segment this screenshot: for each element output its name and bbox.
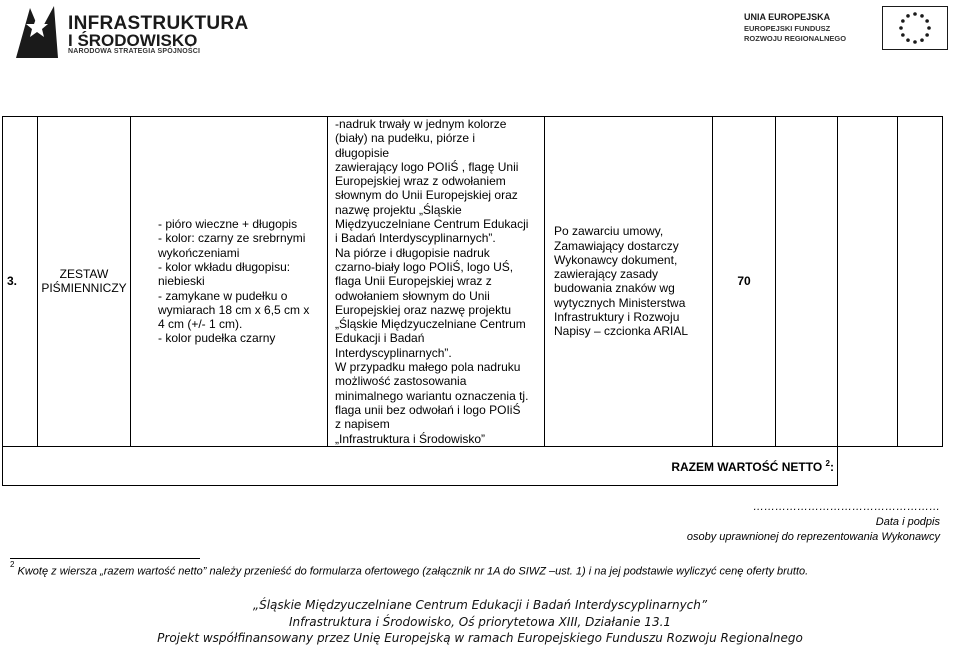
printing-line: Na piórze i długopisie nadruk <box>335 245 490 260</box>
printing-line: minimalnego wariantu oznaczenia tj. <box>335 388 529 403</box>
printing-line: -nadruk trwały w jednym kolorze <box>335 117 507 131</box>
printing-line: nazwę projektu „Śląskie <box>335 202 462 217</box>
footnote <box>10 560 809 578</box>
footer-line-1: „Śląskie Międzyuczelniane Centrum Edukacji i Badań Interdyscyplinarnych” <box>252 598 708 612</box>
items-table <box>2 116 943 486</box>
description-line: - kolor wkładu długopisu: <box>158 259 291 274</box>
printing-line: odwołaniem słownym do Unii <box>335 288 490 303</box>
printing-line: (biały) na pudełku, piórze i <box>335 131 476 146</box>
quantity: 70 <box>713 117 776 447</box>
footnote-separator <box>10 558 200 559</box>
eu-line-1: UNIA EUROPEJSKA <box>744 12 831 22</box>
signature-block <box>687 500 940 545</box>
description-line: - pióro wieczne + długopis <box>158 217 298 232</box>
flag-star <box>906 14 910 18</box>
infrastruktura-logo <box>6 2 249 62</box>
printing-description <box>328 117 545 447</box>
contract-line: wytycznych Ministerstwa <box>554 295 686 310</box>
footer-line-2: Infrastruktura i Środowisko, Oś priorytetowa XIII, Działanie 13.1 <box>288 615 672 629</box>
total-row <box>3 446 943 485</box>
description-line: - zamykane w pudełku o <box>158 288 288 303</box>
printing-line: flaga unii bez odwołań i logo POIiŚ <box>335 402 521 417</box>
signature-line-1: Data i podpis <box>875 516 940 528</box>
printing-line: Interdyscyplinarnych”. <box>335 345 452 360</box>
printing-line: czarno-biały logo POIiŚ, logo UŚ, <box>335 259 514 274</box>
footer-line-3: Projekt współfinansowany przez Unię Europejską w ramach Europejskiego Funduszu Rozwoju Regionalnego <box>157 631 803 645</box>
total-label <box>3 446 838 485</box>
total-label-sup: 2 <box>825 459 830 469</box>
total-label-text: RAZEM WARTOŚĆ NETTO <box>671 460 823 475</box>
flag-star <box>920 14 924 18</box>
flag-star <box>901 19 905 23</box>
printing-line: Europejskiej wraz z odwołaniem <box>335 174 506 189</box>
contract-line: Zamawiający dostarczy <box>554 238 679 253</box>
description-line: wykończeniami <box>158 245 240 260</box>
printing-line: Europejskiej oraz nazwę projektu <box>335 302 512 317</box>
item-name-line-1: ZESTAW <box>59 267 109 282</box>
item-name <box>38 117 131 447</box>
description-line: wymiarach 18 cm x 6,5 cm x <box>158 302 310 317</box>
printing-line: długopisie <box>335 145 390 160</box>
printing-line: możliwość zastosowania <box>335 374 467 389</box>
logo-line-3: NARODOWA STRATEGIA SPÓJNOŚCI <box>68 48 201 55</box>
description-line: - kolor pudełka czarny <box>158 331 276 346</box>
contract-line: Po zawarciu umowy, <box>554 224 664 239</box>
flag-star <box>920 38 924 42</box>
flag-star <box>913 12 917 16</box>
footnote-number: 2 <box>10 560 15 569</box>
eu-line-3: ROZWOJU REGIONALNEGO <box>744 34 847 43</box>
description-line: niebieski <box>158 274 205 289</box>
empty-cell <box>776 117 838 447</box>
printing-line: z napisem <box>335 417 390 432</box>
empty-cell <box>898 117 943 447</box>
printing-line: W przypadku małego pola nadruku <box>335 360 521 375</box>
poiis-logo-icon <box>10 2 62 60</box>
table-row <box>3 117 943 447</box>
printing-line: słownym do Unii Europejskiej oraz <box>335 188 518 203</box>
description-line: - kolor: czarny ze srebrnymi <box>158 231 306 246</box>
row-number: 3. <box>3 117 38 447</box>
signature-line-2: osoby uprawnionej do reprezentowania Wykonawcy <box>686 531 940 543</box>
flag-star <box>913 40 917 44</box>
printing-line: flaga Unii Europejskiej wraz z <box>335 274 492 289</box>
flag-star <box>906 38 910 42</box>
printing-line: i Badań Interdyscyplinarnych”. <box>335 231 496 246</box>
printing-line: „Śląskie Międzyuczelniane Centrum <box>335 317 526 332</box>
contract-line: Wykonawcy dokument, <box>554 252 678 267</box>
eu-text-logo <box>744 12 874 43</box>
empty-cell <box>838 117 898 447</box>
contract-notes <box>545 117 713 447</box>
total-value-cell <box>838 446 943 485</box>
printing-line: Międzyuczelniane Centrum Edukacji <box>335 217 529 232</box>
footnote-text: Kwotę z wiersza „razem wartość netto” należy przenieść do formularza ofertowego (załącznik nr 1A do SIWZ –ust. 1) i na jej podstawie wyliczyć cenę oferty brutto. <box>17 565 809 578</box>
contract-line: Napisy – czcionka ARIAL <box>554 324 689 339</box>
total-label-colon: : <box>830 460 834 475</box>
logo-line-1: INFRASTRUKTURA <box>68 13 249 34</box>
printing-line: zawierający logo POIiŚ , flagę Unii <box>335 159 519 174</box>
flag-star <box>899 26 903 30</box>
contract-line: Infrastruktury i Rozwoju <box>554 310 680 324</box>
flag-star <box>927 26 931 30</box>
eu-line-2: EUROPEJSKI FUNDUSZ <box>744 24 831 33</box>
contract-line: zawierający zasady <box>554 267 659 282</box>
printing-line: Edukacji i Badań <box>335 331 425 346</box>
signature-dots: …………………………………………… <box>753 501 940 513</box>
logo-line-2: I ŚRODOWISKO <box>68 31 198 50</box>
contract-line: budowania znaków wg <box>554 281 675 296</box>
flag-star <box>901 33 905 37</box>
item-description <box>131 117 328 447</box>
flag-star <box>925 33 929 37</box>
item-name-line-2: PIŚMIENNICZY <box>41 281 127 296</box>
eu-flag-icon <box>882 6 948 50</box>
printing-line: „Infrastruktura i Środowisko” <box>335 431 486 446</box>
flag-star <box>925 19 929 23</box>
description-line: 4 cm (+/- 1 cm). <box>158 317 243 332</box>
